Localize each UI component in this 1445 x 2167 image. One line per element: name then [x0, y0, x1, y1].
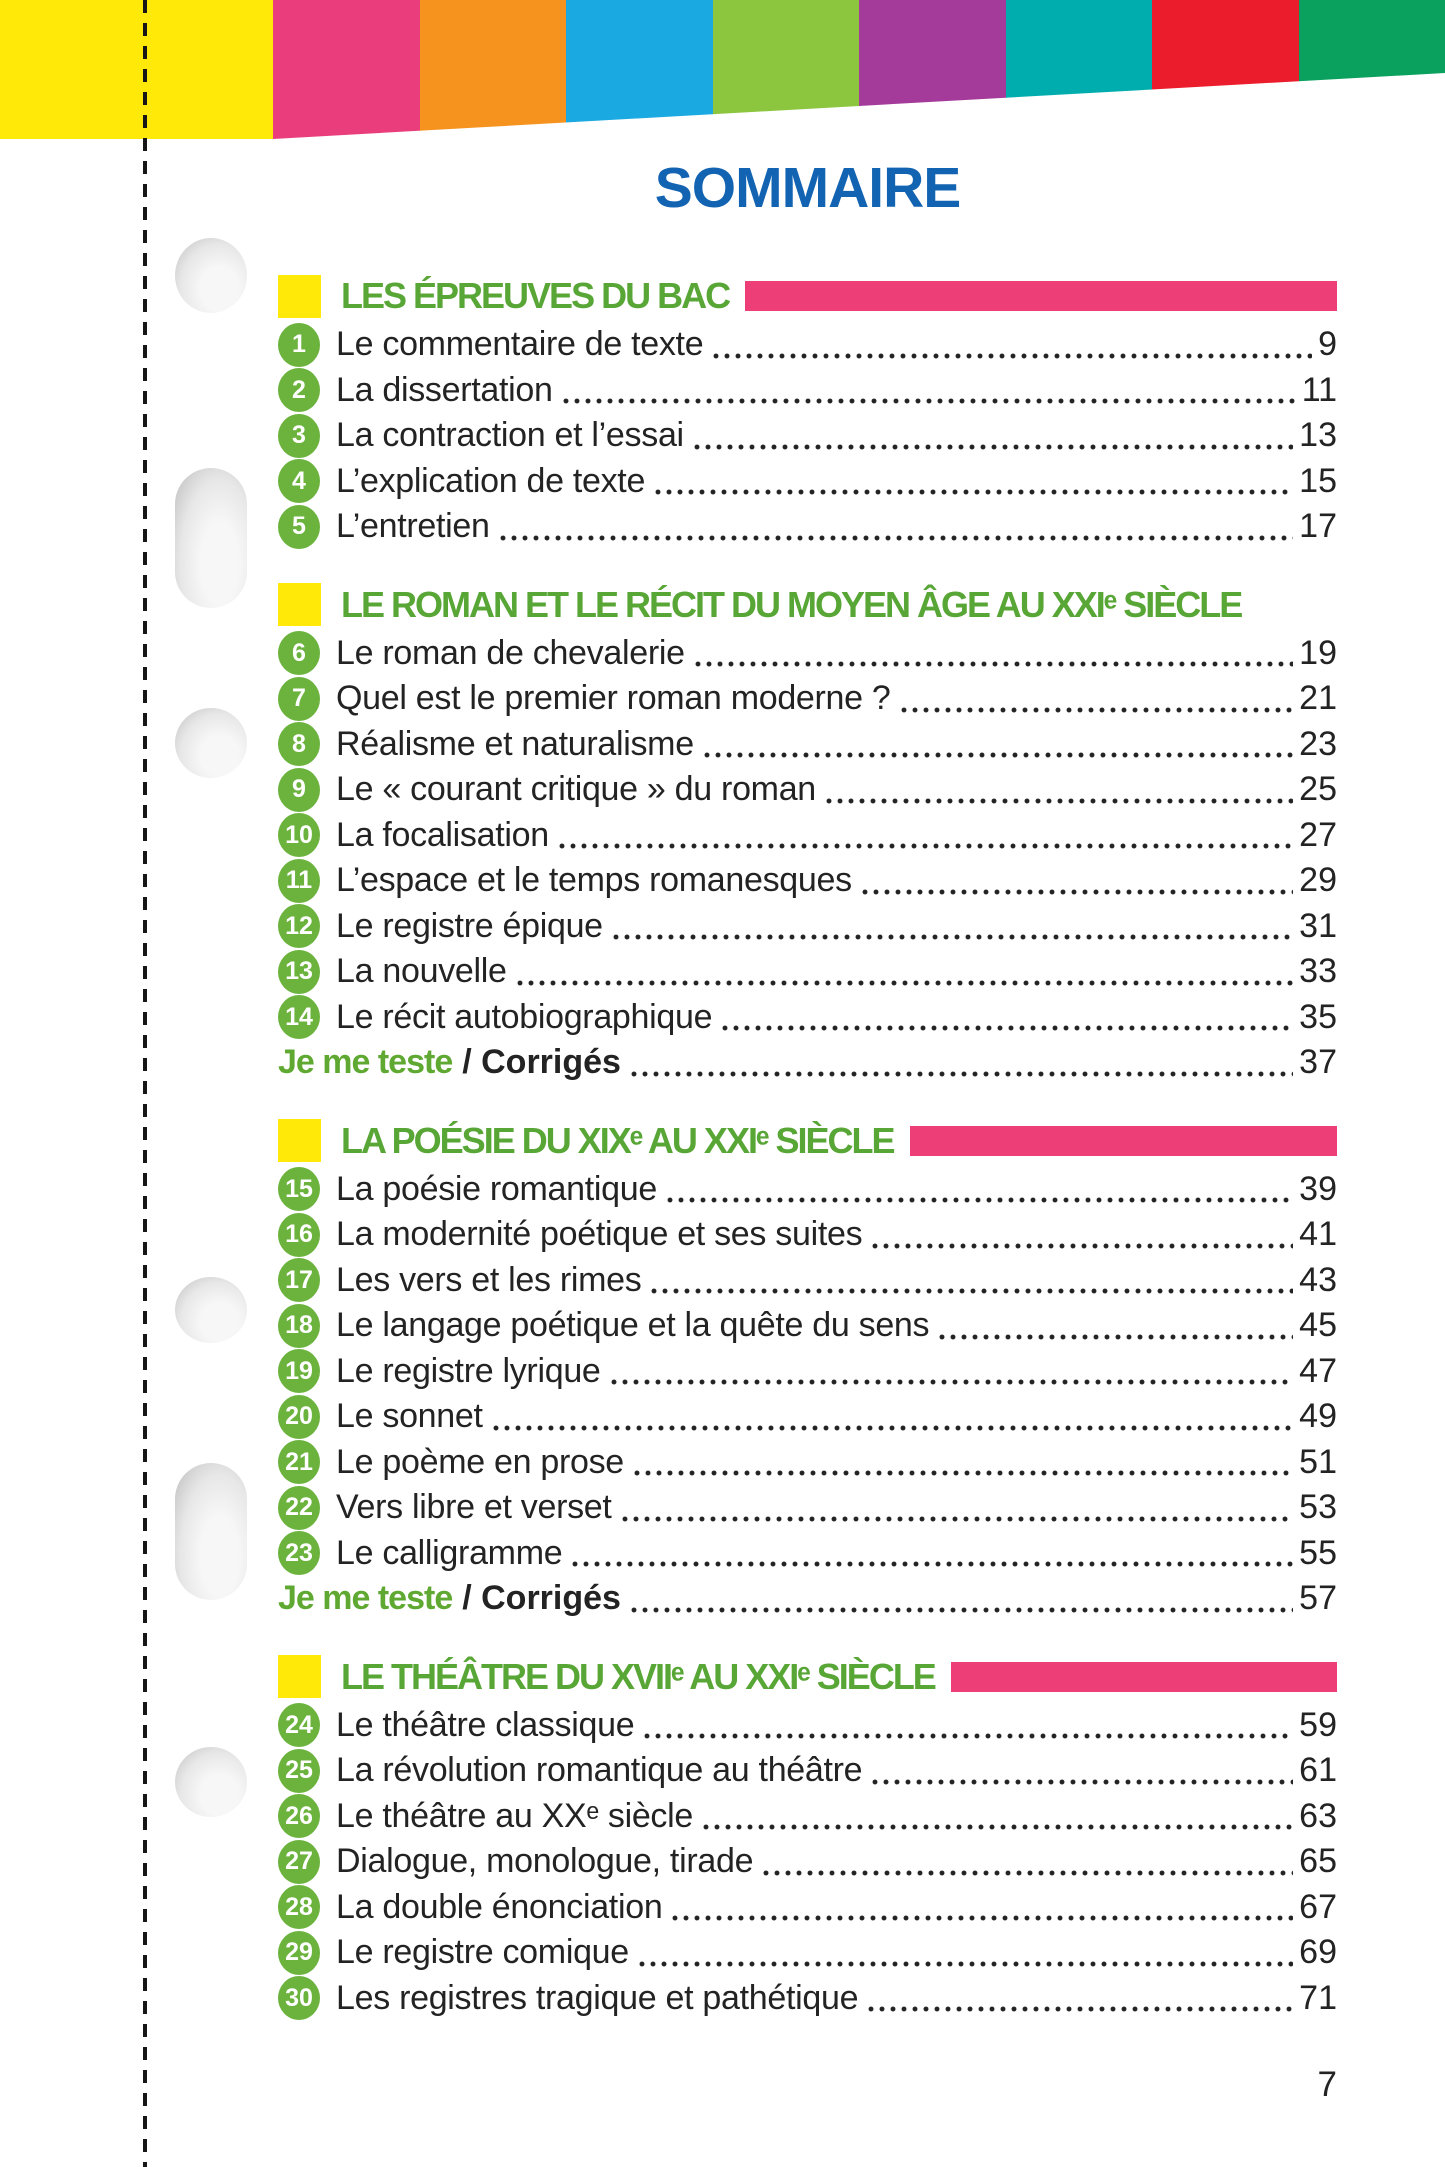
dotted-leader — [862, 889, 1293, 895]
toc-entry-row — [278, 813, 1337, 859]
chapter-page-number: 55 — [1299, 1533, 1337, 1572]
chapter-page-number: 35 — [1299, 997, 1337, 1036]
index-tab-circle — [175, 238, 247, 313]
chapter-title: Le poème en prose — [336, 1442, 624, 1481]
yellow-square-bullet — [278, 275, 321, 318]
chapter-page-number: 69 — [1299, 1933, 1337, 1972]
dotted-leader — [901, 707, 1294, 713]
section-heading-label: LES ÉPREUVES DU BAC — [341, 275, 730, 316]
chapter-title: Le registre lyrique — [336, 1351, 601, 1390]
chapter-page-number: 9 — [1318, 325, 1337, 364]
chapter-title: L’entretien — [336, 507, 490, 546]
dotted-leader — [868, 2006, 1293, 2012]
self-test-label: Je me teste — [278, 1043, 453, 1082]
dotted-leader — [634, 1470, 1293, 1476]
chapter-number-badge: 7 — [278, 677, 320, 721]
toc-entry-row — [278, 631, 1337, 677]
toc-entry-row — [278, 1167, 1337, 1213]
toc-entry-row — [278, 676, 1337, 722]
dotted-leader — [644, 1733, 1293, 1739]
chapter-title: Réalisme et naturalisme — [336, 724, 694, 763]
chapter-title: La contraction et l’essai — [336, 416, 684, 455]
chapter-page-number: 67 — [1299, 1887, 1337, 1926]
chapter-page-number: 39 — [1299, 1169, 1337, 1208]
toc-entry-row — [278, 1440, 1337, 1486]
table-of-contents — [278, 274, 1337, 2021]
dotted-leader — [631, 1607, 1293, 1613]
chapter-number-badge: 8 — [278, 722, 320, 766]
toc-entry-row — [278, 1885, 1337, 1931]
section-heading-label: LE THÉÂTRE DU XVIIᵉ AU XXIᵉ SIÈCLE — [341, 1655, 935, 1697]
chapter-number-badge: 21 — [278, 1440, 320, 1484]
toc-entry-row — [278, 322, 1337, 368]
chapter-number-badge: 24 — [278, 1703, 320, 1747]
dotted-leader — [703, 1824, 1293, 1830]
chapter-title: Le théâtre au XXᵉ siècle — [336, 1796, 693, 1835]
pink-heading-bar — [910, 1126, 1337, 1156]
dotted-leader — [651, 1288, 1293, 1294]
toc-entry-row — [278, 368, 1337, 414]
dotted-leader — [493, 1425, 1294, 1431]
page-number: 7 — [1317, 2065, 1337, 2104]
chapter-page-number: 31 — [1299, 906, 1337, 945]
toc-entry-row — [278, 767, 1337, 813]
toc-entry-row — [278, 459, 1337, 505]
corriges-label: / Corrigés — [462, 1043, 621, 1082]
dotted-leader — [694, 444, 1293, 450]
dotted-leader — [667, 1197, 1293, 1203]
toc-entry-row — [278, 1748, 1337, 1794]
chapter-title: La dissertation — [336, 370, 553, 409]
section-items — [278, 631, 1337, 1086]
section-items — [278, 1703, 1337, 2022]
dotted-leader — [639, 1961, 1293, 1967]
corriges-label: / Corrigés — [462, 1579, 621, 1618]
toc-entry-row — [278, 1930, 1337, 1976]
chapter-number-badge: 26 — [278, 1794, 320, 1838]
chapter-title: La nouvelle — [336, 952, 507, 991]
toc-entry-row — [278, 722, 1337, 768]
chapter-page-number: 49 — [1299, 1397, 1337, 1436]
dotted-leader — [704, 752, 1293, 758]
dotted-leader — [613, 934, 1293, 940]
chapter-number-badge: 22 — [278, 1486, 320, 1530]
chapter-page-number: 13 — [1299, 416, 1337, 455]
dotted-leader — [713, 353, 1312, 359]
index-tab-pill — [175, 468, 247, 608]
chapter-number-badge: 29 — [278, 1931, 320, 1975]
toc-entry-row — [278, 413, 1337, 459]
dotted-leader — [622, 1516, 1294, 1522]
chapter-title: Les vers et les rimes — [336, 1260, 642, 1299]
dotted-leader — [572, 1561, 1293, 1567]
toc-entry-row — [278, 1303, 1337, 1349]
chapter-number-badge: 12 — [278, 904, 320, 948]
dotted-leader — [872, 1243, 1293, 1249]
chapter-number-badge: 20 — [278, 1395, 320, 1439]
section-items — [278, 1167, 1337, 1622]
chapter-title: Vers libre et verset — [336, 1488, 612, 1527]
chapter-title: L’espace et le temps romanesques — [336, 861, 852, 900]
chapter-number-badge: 6 — [278, 631, 320, 675]
chapter-title: Le sonnet — [336, 1397, 483, 1436]
self-test-row — [278, 1576, 1337, 1622]
toc-entry-row — [278, 1531, 1337, 1577]
yellow-square-bullet — [278, 1655, 321, 1698]
section-items — [278, 322, 1337, 550]
index-tab-pill — [175, 1463, 247, 1600]
toc-entry-row — [278, 858, 1337, 904]
section-heading — [278, 1119, 1337, 1163]
index-tab-circle — [175, 1747, 247, 1817]
dotted-leader — [695, 661, 1293, 667]
toc-section — [278, 583, 1337, 1086]
toc-section — [278, 1119, 1337, 1622]
chapter-page-number: 17 — [1299, 507, 1337, 546]
chapter-page-number: 33 — [1299, 952, 1337, 991]
section-heading-label: LA POÉSIE DU XIXᵉ AU XXIᵉ SIÈCLE — [341, 1119, 894, 1161]
chapter-page-number: 61 — [1299, 1751, 1337, 1790]
chapter-page-number: 19 — [1299, 633, 1337, 672]
chapter-number-badge: 17 — [278, 1258, 320, 1302]
toc-section — [278, 274, 1337, 550]
chapter-title: Le récit autobiographique — [336, 997, 713, 1036]
toc-entry-row — [278, 1839, 1337, 1885]
chapter-number-badge: 27 — [278, 1840, 320, 1884]
chapter-title: Le registre épique — [336, 906, 603, 945]
chapter-page-number: 57 — [1299, 1579, 1337, 1618]
chapter-title: Le « courant critique » du roman — [336, 770, 816, 809]
chapter-page-number: 37 — [1299, 1043, 1337, 1082]
toc-entry-row — [278, 1976, 1337, 2022]
chapter-title: La révolution romantique au théâtre — [336, 1751, 863, 1790]
chapter-title: Le langage poétique et la quête du sens — [336, 1306, 930, 1345]
chapter-page-number: 41 — [1299, 1215, 1337, 1254]
chapter-number-badge: 1 — [278, 323, 320, 367]
section-heading — [278, 1655, 1337, 1699]
dotted-leader — [826, 798, 1293, 804]
chapter-page-number: 15 — [1299, 461, 1337, 500]
chapter-number-badge: 10 — [278, 813, 320, 857]
index-tab-circle — [175, 708, 247, 778]
chapter-page-number: 23 — [1299, 724, 1337, 763]
chapter-page-number: 11 — [1301, 370, 1337, 409]
chapter-number-badge: 18 — [278, 1304, 320, 1348]
section-heading — [278, 274, 1337, 318]
chapter-number-badge: 30 — [278, 1976, 320, 2020]
dotted-leader — [559, 843, 1293, 849]
chapter-number-badge: 3 — [278, 414, 320, 458]
chapter-number-badge: 9 — [278, 768, 320, 812]
chapter-page-number: 53 — [1299, 1488, 1337, 1527]
toc-entry-row — [278, 1394, 1337, 1440]
dotted-leader — [655, 489, 1293, 495]
chapter-title: Dialogue, monologue, tirade — [336, 1842, 754, 1881]
yellow-square-bullet — [278, 583, 321, 626]
chapter-page-number: 21 — [1299, 679, 1337, 718]
chapter-title: La double énonciation — [336, 1887, 663, 1926]
toc-entry-row — [278, 1258, 1337, 1304]
chapter-title: La modernité poétique et ses suites — [336, 1215, 863, 1254]
toc-entry-row — [278, 1794, 1337, 1840]
toc-entry-row — [278, 995, 1337, 1041]
toc-entry-row — [278, 1212, 1337, 1258]
self-test-row — [278, 1040, 1337, 1086]
dotted-leader — [611, 1379, 1294, 1385]
chapter-title: Le calligramme — [336, 1533, 563, 1572]
chapter-title: La focalisation — [336, 815, 549, 854]
chapter-title: Le commentaire de texte — [336, 325, 704, 364]
chapter-number-badge: 15 — [278, 1167, 320, 1211]
page-title: SOMMAIRE — [654, 156, 961, 220]
toc-entry-row — [278, 904, 1337, 950]
toc-entry-row — [278, 949, 1337, 995]
index-tab-circle — [175, 1277, 247, 1343]
chapter-number-badge: 19 — [278, 1349, 320, 1393]
dotted-leader — [500, 535, 1294, 541]
chapter-page-number: 25 — [1299, 770, 1337, 809]
dotted-leader — [563, 398, 1296, 404]
banner-stripe — [0, 0, 273, 140]
chapter-title: Le théâtre classique — [336, 1705, 635, 1744]
chapter-page-number: 51 — [1299, 1442, 1337, 1481]
chapter-number-badge: 23 — [278, 1531, 320, 1575]
chapter-page-number: 59 — [1299, 1705, 1337, 1744]
dotted-leader — [939, 1334, 1293, 1340]
page-edge-dashed-line — [143, 0, 147, 2167]
chapter-number-badge: 4 — [278, 459, 320, 503]
chapter-number-badge: 25 — [278, 1749, 320, 1793]
chapter-number-badge: 2 — [278, 368, 320, 412]
dotted-leader — [631, 1071, 1293, 1077]
self-test-label: Je me teste — [278, 1579, 453, 1618]
chapter-number-badge: 16 — [278, 1213, 320, 1257]
chapter-page-number: 43 — [1299, 1260, 1337, 1299]
toc-entry-row — [278, 1485, 1337, 1531]
section-heading-label: LE ROMAN ET LE RÉCIT DU MOYEN ÂGE AU XXIᵉ SIÈCLE — [341, 583, 1242, 625]
chapter-page-number: 27 — [1299, 815, 1337, 854]
chapter-number-badge: 11 — [278, 859, 320, 903]
toc-entry-row — [278, 1349, 1337, 1395]
yellow-square-bullet — [278, 1119, 321, 1162]
pink-heading-bar — [951, 1662, 1337, 1692]
chapter-title: Les registres tragique et pathétique — [336, 1978, 859, 2017]
chapter-page-number: 71 — [1299, 1978, 1337, 2017]
chapter-title: Quel est le premier roman moderne ? — [336, 679, 891, 718]
section-heading — [278, 583, 1337, 627]
chapter-page-number: 65 — [1299, 1842, 1337, 1881]
dotted-leader — [872, 1779, 1293, 1785]
dotted-leader — [672, 1915, 1293, 1921]
toc-entry-row — [278, 1703, 1337, 1749]
pink-heading-bar — [745, 281, 1337, 311]
chapter-number-badge: 5 — [278, 505, 320, 549]
toc-section — [278, 1655, 1337, 2022]
chapter-number-badge: 13 — [278, 950, 320, 994]
chapter-title: Le roman de chevalerie — [336, 633, 685, 672]
chapter-page-number: 63 — [1299, 1796, 1337, 1835]
dotted-leader — [763, 1870, 1293, 1876]
chapter-page-number: 47 — [1299, 1351, 1337, 1390]
chapter-title: Le registre comique — [336, 1933, 629, 1972]
dotted-leader — [722, 1025, 1293, 1031]
chapter-title: La poésie romantique — [336, 1169, 658, 1208]
toc-entry-row — [278, 504, 1337, 550]
chapter-number-badge: 14 — [278, 995, 320, 1039]
dotted-leader — [517, 980, 1294, 986]
chapter-number-badge: 28 — [278, 1885, 320, 1929]
chapter-page-number: 45 — [1299, 1306, 1337, 1345]
chapter-title: L’explication de texte — [336, 461, 646, 500]
chapter-page-number: 29 — [1299, 861, 1337, 900]
